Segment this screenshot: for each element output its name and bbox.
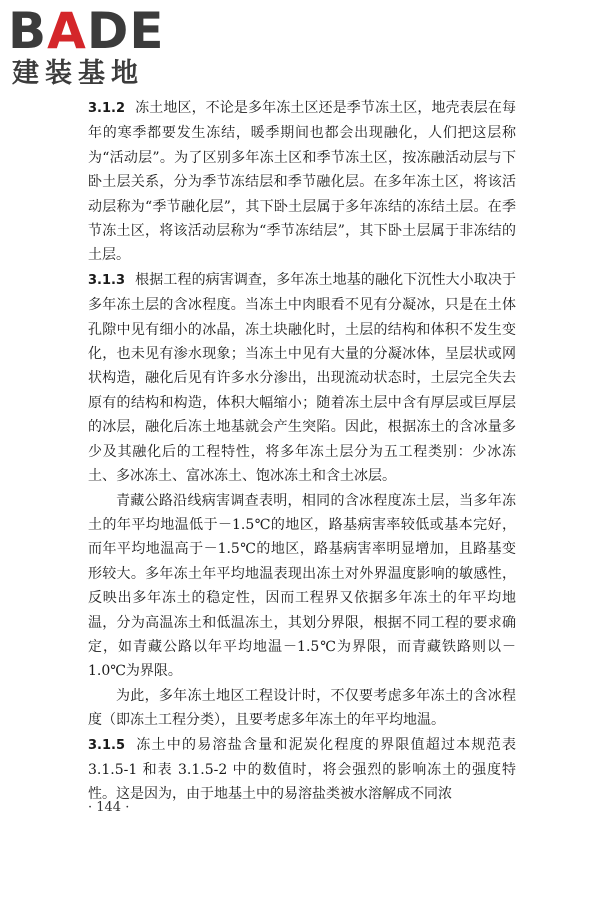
- clause-paragraph: [88, 733, 516, 807]
- clause-text: 冻土中的易溶盐含量和泥炭化程度的界限值超过本规范表 3.1.5-1 和表 3.1.5-2 中的数值时，将会强烈的影响冻土的强度特性。这是因为，由于地基土中的易溶盐类被水溶解成不同浓: [88, 736, 516, 803]
- clause-text: 根据工程的病害调查，多年冻土地基的融化下沉性大小取决于多年冻土层的含冰程度。当冻土中肉眼看不见有分凝冰，只是在土体孔隙中见有细小的冰晶，冻土块融化时，土层的结构和体积不发生变化，也未见有渗水现象；当冻土中见有大量的分凝冰体，呈层状或网状构造，融化后见有许多水分渗出，出现流动状态时，土层完全失去原有的结构和构造，体积大幅缩小；随着冻土层中含有厚层或巨厚层的冰层，融化后冻土地基就会产生突陷。因此，根据冻土的含冰量多少及其融化后的工程特性，将多年冻土层分为五工程类别：少冰冻土、多冰冻土、富冰冻土、饱冰冻土和含土冰层。: [88, 271, 516, 485]
- clause-3-1-5: [88, 733, 516, 807]
- document-body: [88, 96, 516, 807]
- page-number: · 144 ·: [88, 800, 130, 815]
- clause-paragraph: 为此，多年冻土地区工程设计时，不仅要考虑多年冻土的含冰程度（即冻土工程分类），且要考虑多年冻土的年平均地温。: [88, 687, 516, 729]
- brand-subtitle: 建装基地: [12, 58, 144, 89]
- clause-text: 冻土地区，不论是多年冻土区还是季节冻土区，地壳表层在每年的寒季都要发生冻结，暖季期间也都会出现融化，人们把这层称为“活动层”。为了区别多年冻土区和季节冻土区，按冻融活动层与下卧土层关系，分为季节冻结层和季节融化层。在多年冻土区，将该活动层称为“季节融化层”，其下卧土层属于多年冻结的冻结土层。在季节冻土区，将该活动层称为“季节冻结层”，其下卧土层属于非冻结的土层。: [88, 100, 516, 264]
- brand-letter-b: B: [8, 2, 48, 60]
- brand-wordmark: [8, 4, 178, 58]
- clause-3-1-3: [88, 268, 516, 733]
- clause-number: 3.1.5: [88, 737, 126, 753]
- clause-number: 3.1.3: [88, 272, 126, 288]
- clause-3-1-2: [88, 96, 516, 268]
- clause-paragraph: [88, 96, 516, 268]
- brand-letters-de: DE: [86, 2, 165, 60]
- brand-logo: [8, 4, 178, 94]
- clause-number: 3.1.2: [88, 101, 126, 116]
- brand-letter-a: A: [47, 2, 87, 60]
- clause-paragraph: [88, 268, 516, 489]
- clause-paragraph: 青藏公路沿线病害调查表明，相同的含冰程度冻土层，当多年冻土的年平均地温低于－1.5℃的地区，路基病害率较低或基本完好，而年平均地温高于－1.5℃的地区，路基病害率明显增加，且路基变形较大。多年冻土年平均地温表现出冻土对外界温度影响的敏感性，反映出多年冻土的稳定性，因而工程界又依据多年冻土的年平均地温，分为高温冻土和低温冻土，其划分界限，根据不同工程的要求确定，如青藏公路以年平均地温－1.5℃为界限，而青藏铁路则以－1.0℃为界限。: [88, 492, 516, 680]
